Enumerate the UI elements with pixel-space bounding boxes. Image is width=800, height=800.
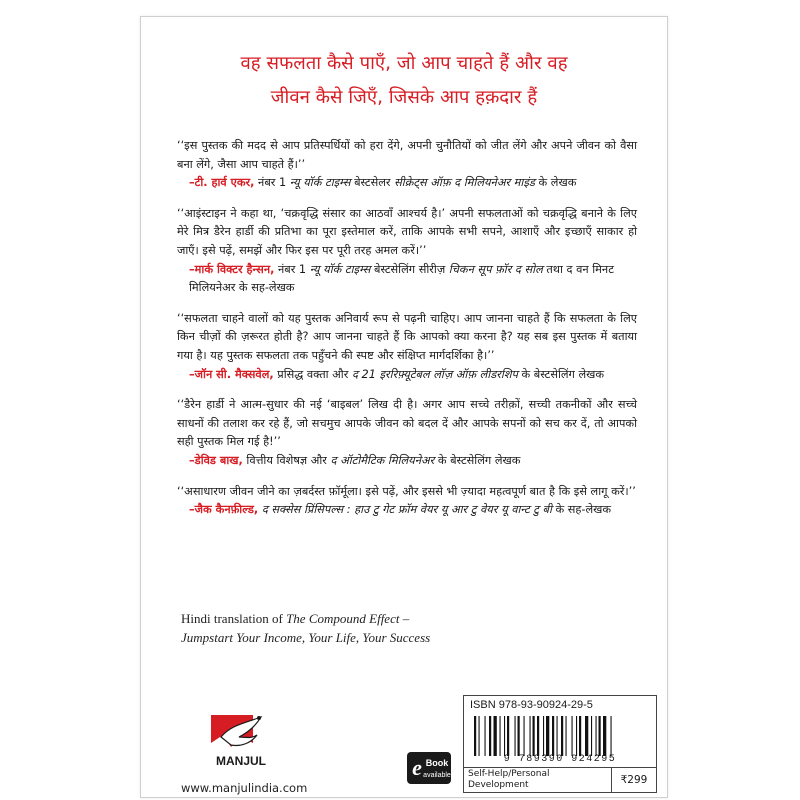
- quote-author: [177, 174, 637, 193]
- ebook-sublabel: available: [423, 772, 451, 779]
- testimonials: [177, 137, 637, 532]
- headline-line-1: वह सफलता कैसे पाएँ, जो आप चाहते हैं और वह: [240, 53, 568, 74]
- author-book-title: सीक्रेट्स ऑफ़ द मिलियनेअर माइंड: [394, 176, 535, 190]
- testimonial-4: [177, 396, 637, 470]
- author-desc-end: के सह-लेखक: [551, 503, 612, 517]
- author-name: –जैक कैनफ़ील्ड,: [189, 503, 259, 517]
- translation-note: [181, 609, 651, 647]
- isbn-number: ISBN 978-93-90924-29-5: [470, 699, 593, 711]
- quote-author: [177, 261, 637, 298]
- testimonial-5: [177, 483, 637, 520]
- author-desc-mid: बेस्टसेलिंग सीरीज़: [370, 262, 449, 276]
- publisher-website[interactable]: www.manjulindia.com: [181, 781, 308, 795]
- quote-text: ‘‘आइंस्टाइन ने कहा था, ‘चक्रवृद्धि संसार का आठवाँ आश्चर्य है।’ अपनी सफलताओं को चक्रवृद्धि बनाने के लिए मेरे मित्र डैरेन हार्डी की प्रतिभा का पूरा इस्तेमाल करें, ताकि आपके सभी सपने, आशाएँ और इच्छाएँ साकार हो जाएँ। इसे पढ़ें, समझें और फिर इस पर पूरी तरह अमल करें।’’: [177, 206, 637, 257]
- barcode-icon: [472, 716, 648, 756]
- author-desc: प्रसिद्ध वक्ता और: [273, 367, 352, 381]
- book-price: ₹299: [612, 767, 656, 793]
- quote-text: ‘‘असाधारण जीवन जीने का ज़बर्दस्त फ़ॉर्मूला। इसे पढ़ें, और इससे भी ज़्यादा महत्वपूर्ण बात है कि इसे लागू करें।’’: [177, 484, 636, 498]
- manjul-logo-icon: [201, 707, 281, 777]
- author-publication: न्यू यॉर्क टाइम्स: [289, 176, 351, 190]
- testimonial-1: [177, 137, 637, 193]
- author-desc: नंबर 1: [274, 262, 310, 276]
- author-name: –जॉन सी. मैक्सवेल,: [189, 367, 274, 381]
- author-desc-mid: बेस्टसेलर: [350, 176, 395, 190]
- author-book-title: द सक्सेस प्रिंसिपल्स : हाउ टु गेट फ्रॉम वेयर यू आर टु वेयर यू वान्ट टु बी: [261, 503, 552, 517]
- author-name: –मार्क विक्टर हैन्सन,: [189, 262, 275, 276]
- author-book-title: द 21 इररिफ़्यूटेबल लॉज़ ऑफ़ लीडरशिप: [351, 367, 518, 381]
- author-desc: वित्तीय विशेषज्ञ और: [242, 453, 331, 467]
- author-publication: न्यू यॉर्क टाइम्स: [309, 262, 371, 276]
- quote-text: ‘‘सफलता चाहने वालों को यह पुस्तक अनिवार्य रूप से पढ़नी चाहिए। आप जानना चाहते हैं कि सफलता के लिए किन चीज़ों की ज़रूरत होती है? आप जानना चाहते हैं कि आपको क्या करना है? यह सब इस पुस्तक में बताया गया है। यह पुस्तक सफलता तक पहुँचने की स्पष्ट और संक्षिप्त मार्गदर्शिका है।’’: [177, 311, 637, 362]
- testimonial-3: [177, 310, 637, 384]
- translation-prefix: Hindi translation of: [181, 611, 287, 626]
- quote-author: [177, 501, 637, 520]
- barcode-digits: 9 789390 924295: [503, 754, 617, 765]
- barcode-panel: [463, 695, 657, 793]
- ebook-letter: e: [412, 755, 422, 780]
- back-cover: [140, 16, 668, 798]
- author-desc-end: के बेस्टसेलिंग लेखक: [517, 367, 605, 381]
- author-desc-end: के लेखक: [534, 176, 577, 190]
- quote-author: [177, 366, 637, 385]
- headline-line-2: जीवन कैसे जिएँ, जिसके आप हक़दार हैं: [270, 87, 538, 108]
- book-category: Self-Help/Personal Development: [464, 767, 612, 792]
- publisher-name: MANJUL: [216, 754, 266, 768]
- author-desc-end: तथा द वन मिनट मिलियनेअर के सह-लेखक: [189, 262, 614, 295]
- author-desc-end: के बेस्टसेलिंग लेखक: [434, 453, 521, 467]
- original-subtitle: Jumpstart Your Income, Your Life, Your Success: [181, 630, 431, 645]
- quote-text: ‘‘इस पुस्तक की मदद से आप प्रतिस्पर्धियों को हरा देंगे, अपनी चुनौतियों को जीत लेंगे और अपने जीवन को वैसा बना लेंगे, जैसा आप चाहते हैं।’’: [177, 139, 637, 171]
- author-book-title: चिकन सूप फ़ॉर द सोल: [448, 262, 543, 276]
- quote-author: [177, 452, 637, 471]
- testimonial-2: [177, 205, 637, 298]
- author-name: –डेविड बाख,: [189, 453, 243, 467]
- ebook-available-badge: [407, 752, 451, 784]
- author-book-title: द ऑटोमैटिक मिलियनेअर: [330, 453, 435, 467]
- quote-text: ‘‘डैरेन हार्डी ने आत्म-सुधार की नई ‘बाइबल’ लिख दी है। अगर आप सच्चे तरीक़ों, सच्ची तकनीकों और सच्चे साधनों की तलाश कर रहे हैं, जो सचमुच आपके जीवन को बदल दें और आपके सपनों को सच कर दें, तो आपको सही पुस्तक मिल गई है!’’: [177, 398, 637, 449]
- ebook-label: Book: [425, 758, 449, 768]
- author-name: –टी. हार्व एकर,: [189, 176, 255, 190]
- cover-headline: [161, 47, 647, 115]
- original-title: The Compound Effect –: [286, 611, 410, 626]
- author-desc: नंबर 1: [254, 176, 290, 190]
